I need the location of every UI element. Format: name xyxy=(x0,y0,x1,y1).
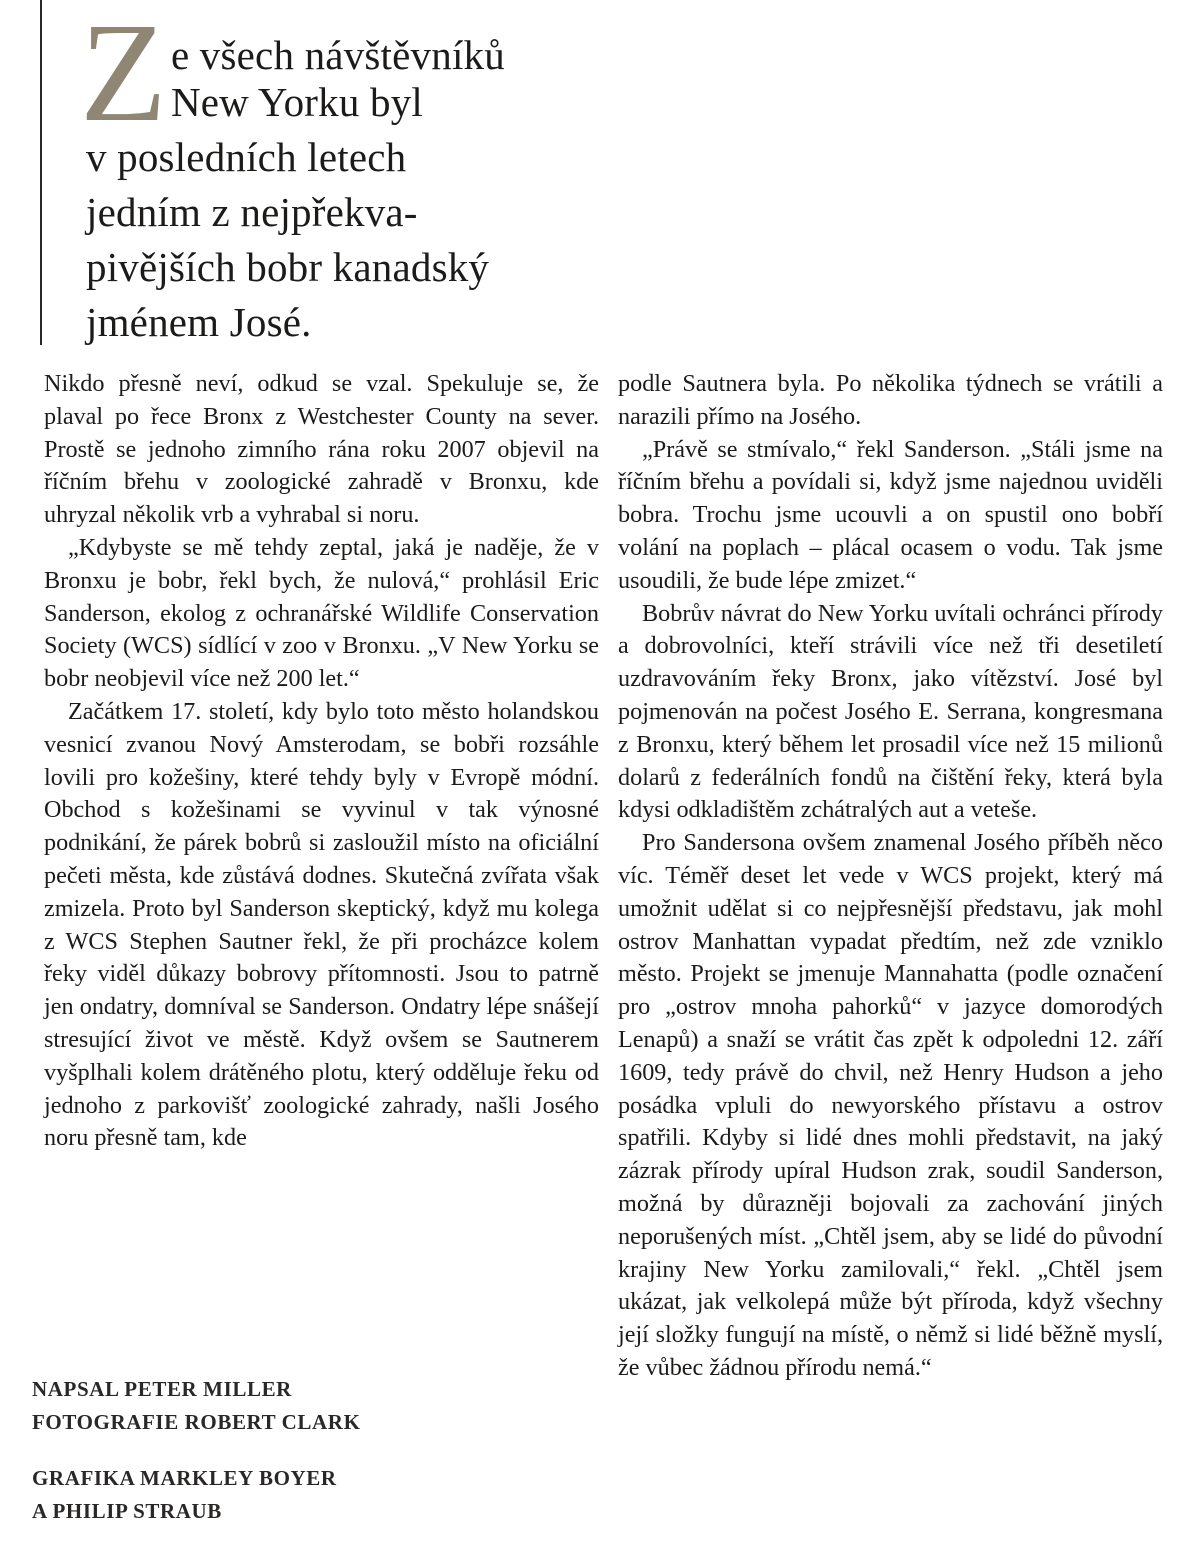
author-credit: NAPSAL PETER MILLER xyxy=(32,1377,292,1401)
paragraph: Nikdo přesně neví, odkud se vzal. Spekuluje se, že plaval po řece Bronx z Westchester County na sever. Prostě se jednoho zimního rána roku 2007 objevil na říčním břehu v zoologické zahradě v Bronxu, kde uhryzal několik vrb a vyhrabal si noru. xyxy=(44,370,599,529)
body-column-left xyxy=(44,368,599,1155)
body-column-right xyxy=(618,368,1163,1385)
headline-line: jménem José. xyxy=(86,299,312,345)
headline-line: v posledních letech xyxy=(86,134,407,180)
credits-group-graphics xyxy=(32,1462,452,1528)
headline xyxy=(80,0,606,346)
drop-cap: Z xyxy=(80,0,167,151)
vertical-rule xyxy=(40,0,42,345)
headline-line: jedním z nejpřekva- xyxy=(86,189,418,235)
graphics-credit: A PHILIP STRAUB xyxy=(32,1499,222,1523)
headline-line: New Yorku byl xyxy=(170,79,423,125)
photo-credit: FOTOGRAFIE ROBERT CLARK xyxy=(32,1410,361,1434)
headline-line: e všech návštěvníků xyxy=(170,32,505,78)
paragraph: Bobrův návrat do New Yorku uvítali ochránci přírody a dobrovolníci, kteří strávili více než tři desetiletí uzdravováním řeky Bronx, jako vítězství. José byl pojmenován na počest Josého E. Serrana, kongresmana z Bronxu, který během let prosadil více než 15 milionů dolarů z federálních fondů na čištění řeky, která byla kdysi odkladištěm zchátralých aut a veteše. xyxy=(618,599,1163,824)
paragraph: Začátkem 17. století, kdy bylo toto město holandskou vesnicí zvanou Nový Amsterodam, se bobři rozsáhle lovili pro kožešiny, které tehdy byly v Evropě módní. Obchod s kožešinami se vyvinul v tak výnosné podnikání, že párek bobrů si zasloužil místo na oficiální pečeti města, kde zůstává dodnes. Skutečná zvířata však zmizela. Proto byl Sanderson skeptický, když mu kolega z WCS Stephen Sautner řekl, že při procházce kolem řeky viděl důkazy bobrovy přítomnosti. Jsou to patrně jen ondatry, domníval se Sanderson. Ondatry lépe snášejí stresující život ve městě. Když ovšem se Sautnerem vyšplhali kolem drátěného plotu, který odděluje řeku od jednoho z parkovišť zoologické zahrady, našli Josého noru přesně tam, kde xyxy=(44,697,599,1152)
paragraph: podle Sautnera byla. Po několika týdnech se vrátili a narazili přímo na Josého. xyxy=(618,370,1163,430)
paragraph: Pro Sandersona ovšem znamenal Josého příběh něco víc. Téměř deset let vede v WCS projekt, který má umožnit udělat si co nejpřesnější představu, jak mohl ostrov Manhattan vypadat předtím, než zde vzniklo město. Projekt se jmenuje Mannahatta (podle označení pro „ostrov mnoha pahorků“ v jazyce domorodých Lenapů) a snaží se vrátit čas zpět k odpoledni 12. září 1609, tedy právě do chvil, než Henry Hudson a jeho posádka vpluli do newyorského přístavu a ostrov spatřili. Kdyby si lidé dnes mohli představit, na jaký zázrak přírody upíral Hudson zrak, soudil Sanderson, možná by důrazněji bojovali za zachování jiných neporušených míst. „Chtěl jsem, aby se lidé do původní krajiny New Yorku zamilovali,“ řekl. „Chtěl jsem ukázat, jak velkolepá může být příroda, když všechny její složky fungují na místě, o němž si lidé běžně myslí, že vůbec žádnou přírodu nemá.“ xyxy=(618,829,1163,1381)
credits-group-text-photo xyxy=(32,1373,452,1439)
headline-line: pivějších bobr kanadský xyxy=(86,244,490,290)
paragraph: „Kdybyste se mě tehdy zeptal, jaká je naděje, že v Bronxu je bobr, řekl bych, že nulová,“ prohlásil Eric Sanderson, ekolog z ochranářské Wildlife Conservation Society (WCS) sídlící v zoo v Bronxu. „V New Yorku se bobr neobjevil více než 200 let.“ xyxy=(44,533,599,693)
credits xyxy=(32,1373,452,1551)
graphics-credit: GRAFIKA MARKLEY BOYER xyxy=(32,1466,337,1490)
paragraph: „Právě se stmívalo,“ řekl Sanderson. „Stáli jsme na říčním břehu a povídali si, když jsme najednou uviděli bobra. Trochu jsme ucouvli a on spustil ono bobří volání na poplach – plácal ocasem o vodu. Tak jsme usoudili, že bude lépe zmizet.“ xyxy=(618,435,1163,594)
